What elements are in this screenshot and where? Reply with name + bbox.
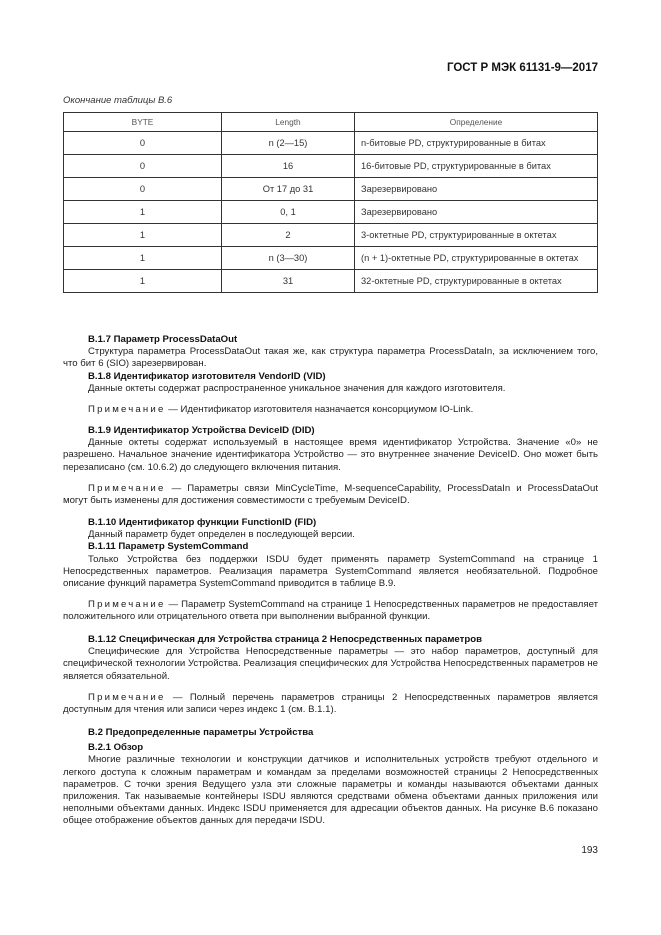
section-b17 [63, 334, 598, 416]
paragraph: Многие различные технологии и конструкции датчиков и исполнительных устройств требуют отдельного и легкого доступа к сложным параметрам и командам за пределами возможностей страницы 2 Непосредственных параметров. С точки зрения Ведущего узла эти сложные параметры и команды называются объектами данных приложения. Так называемые контейнеры ISDU являются средствами обмена объектами данных приложения или неполными объектами данных. Индекс ISDU применяется для адресации объектов данных. На рисунке B.6 показано общее отображение объектов данных для передачи ISDU. [63, 754, 598, 827]
section-heading: B.1.10 Идентификатор функции FunctionID (FID) [88, 517, 317, 528]
column-header: BYTE [64, 113, 222, 132]
paragraph: Данные октеты содержат используемый в настоящее время идентификатор Устройства. Значение «0» не разрешено. Начальное значение идентификатора Устройство — это внутреннее значение DeviceID. Оно может быть перезаписано (см. 10.6.2) до следующего включения питания. [63, 437, 598, 473]
table-cell: n (3—30) [222, 247, 355, 270]
note-text: — Параметр SystemCommand на странице 1 Непосредственных параметров не предоставляет положительного или отрицательного ответа при выполнении выбранной функции. [63, 599, 598, 623]
section-b19 [63, 425, 598, 507]
table-cell: 0 [64, 178, 222, 201]
section-b112 [63, 634, 598, 716]
note-label: Примечание [88, 691, 166, 703]
column-header: Length [222, 113, 355, 132]
table-cell: 0, 1 [222, 201, 355, 224]
table-cell: 1 [64, 224, 222, 247]
table-cell: 1 [64, 201, 222, 224]
table-cell: Зарезервировано [355, 178, 598, 201]
section-b110 [63, 517, 598, 624]
table-cell: 31 [222, 270, 355, 293]
document-header: ГОСТ Р МЭК 61131-9—2017 [446, 62, 598, 74]
note-label: Примечание [88, 404, 166, 416]
paragraph: Данный параметр будет определен в последующей версии. [88, 529, 355, 541]
table-cell: 0 [64, 155, 222, 178]
table-b6 [63, 112, 598, 293]
table-cell: 16-битовые PD, структурированные в битах [355, 155, 598, 178]
note [63, 599, 598, 623]
table-row [64, 201, 598, 224]
table-cell: (n + 1)-октетные PD, структурированные в октетах [355, 247, 598, 270]
table-row [64, 132, 598, 155]
section-heading: B.2.1 Обзор [88, 742, 144, 754]
table-cell: 1 [64, 247, 222, 270]
table-cell: 2 [222, 224, 355, 247]
paragraph: Специфические для Устройства Непосредственные параметры — это набор параметров, доступный для специфической технологии Устройства. Реализация специфических для Устройства Непосредственных параметров не является обязательной. [63, 646, 598, 682]
table-cell: 3-октетные PD, структурированные в октетах [355, 224, 598, 247]
table-cell: 0 [64, 132, 222, 155]
paragraph: Данные октеты содержат распространенное уникальное значения для каждого изготовителя. [88, 382, 506, 394]
section-heading: B.2 Предопределенные параметры Устройства [88, 727, 314, 738]
note-label: Примечание [88, 599, 166, 611]
section-heading: B.1.7 Параметр ProcessDataOut [88, 334, 238, 345]
table-row [64, 224, 598, 247]
table-cell: n (2—15) [222, 132, 355, 155]
paragraph: Структура параметра ProcessDataOut такая же, как структура параметра ProcessDataIn, за исключением того, что бит 6 (SIO) зарезервирован. [63, 346, 598, 370]
table-row [64, 270, 598, 293]
paragraph: Только Устройства без поддержки ISDU будет применять параметр SystemCommand на странице 1 Непосредственных параметров. Реализация параметра SystemCommand является необязательной. Подробное описание функций параметра SystemCommand приводится в таблице B.9. [63, 553, 598, 590]
table-cell: 1 [64, 270, 222, 293]
note [63, 692, 598, 716]
table-cell: n-битовые PD, структурированные в битах [355, 132, 598, 155]
section-heading: B.1.12 Специфическая для Устройства страница 2 Непосредственных параметров [88, 634, 482, 645]
note-label: Примечание [88, 482, 166, 494]
table-cell: От 17 до 31 [222, 178, 355, 201]
section-b2 [63, 727, 598, 828]
column-header: Определение [355, 113, 598, 132]
table-caption: Окончание таблицы В.6 [63, 95, 173, 106]
table-row [64, 247, 598, 270]
note [63, 404, 598, 416]
table-cell: Зарезервировано [355, 201, 598, 224]
section-heading: B.1.8 Идентификатор изготовителя VendorID (VID) [88, 370, 326, 382]
table-row [64, 155, 598, 178]
note [63, 483, 598, 507]
page-number: 193 [581, 845, 598, 856]
table-cell: 32-октетные PD, структурированные в октетах [355, 270, 598, 293]
section-heading: B.1.9 Идентификатор Устройства DeviceID (DID) [88, 425, 315, 436]
note-text: — Идентификатор изготовителя назначается консорциумом IO-Link. [165, 404, 474, 416]
table-header-row [64, 113, 598, 132]
note-text: — Полный перечень параметров страницы 2 Непосредственных параметров является доступным для чтения или записи через индекс 1 (см. B.1.1). [63, 691, 598, 716]
note-text: — Параметры связи MinCycleTime, M-sequenceCapability, ProcessDataIn и ProcessDataOut могут быть изменены для достижения совместимости с требуемым DeviceID. [63, 482, 598, 507]
section-heading: B.1.11 Параметр SystemCommand [88, 541, 249, 553]
table-cell: 16 [222, 155, 355, 178]
table-row [64, 178, 598, 201]
